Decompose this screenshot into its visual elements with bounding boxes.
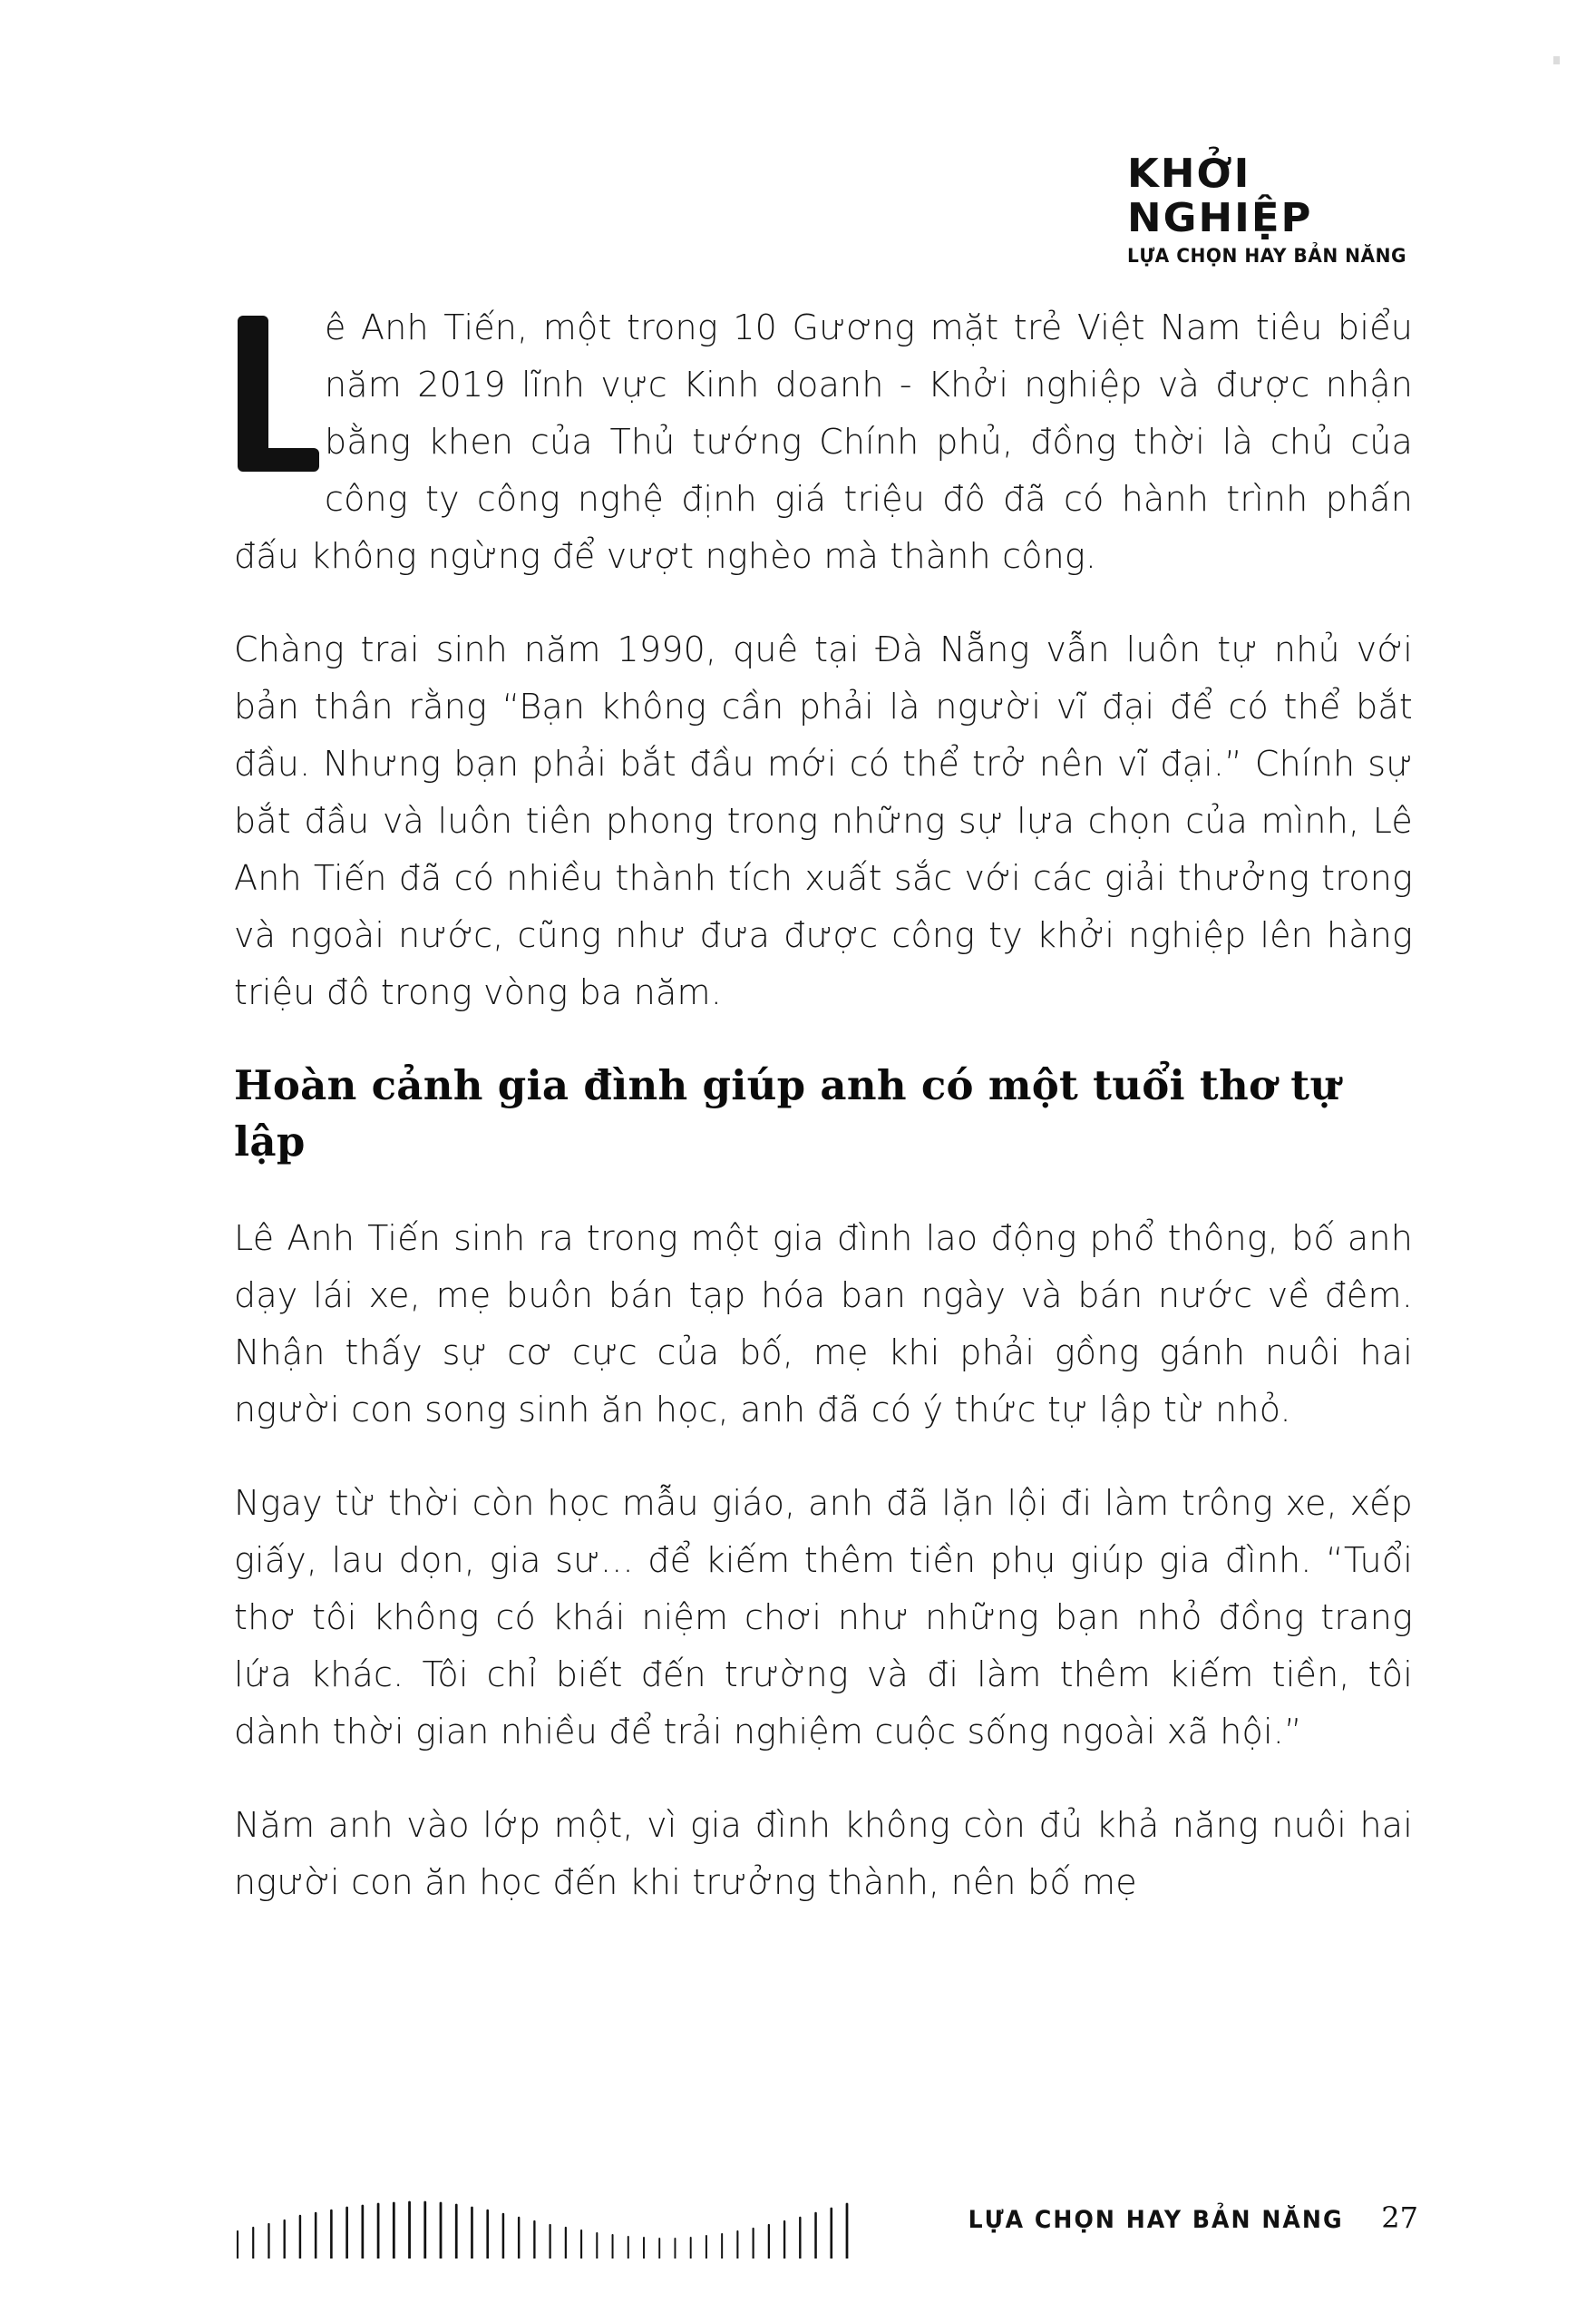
- footer-right-group: [954, 2199, 1418, 2235]
- paragraph-3: Lê Anh Tiến sinh ra trong một gia đình lao động phổ thông, bố anh dạy lái xe, mẹ buôn bán tạp hóa ban ngày và bán nước về đêm. Nhận thấy sự cơ cực của bố, mẹ khi phải gồng gánh nuôi hai người con song sinh ăn học, anh đã có ý thức tự lập từ nhỏ.: [234, 1218, 1413, 1429]
- scan-artifact-speck: [1553, 56, 1560, 64]
- drop-cap-letter-l: [234, 308, 321, 472]
- masthead-line-1: KHỞI: [1127, 151, 1251, 197]
- text-column: [234, 299, 1413, 1911]
- footer-book-title: LỰA CHỌN HAY BẢN NĂNG: [968, 2206, 1344, 2234]
- masthead-line-2: NGHIỆP: [1127, 195, 1313, 241]
- decorative-tick-rule: [234, 2199, 851, 2259]
- page-number: 27: [1381, 2200, 1418, 2235]
- section-heading: Hoàn cảnh gia đình giúp anh có một tuổi thơ tự lập: [234, 1061, 1340, 1166]
- paragraph-lead-text: ê Anh Tiến, một trong 10 Gương mặt trẻ Việt Nam tiêu biểu năm 2019 lĩnh vực Kinh doanh - Khởi nghiệp và được nhận bằng khen của Thủ tướng Chính phủ, đồng thời là chủ của công ty công nghệ định giá triệu đô đã có hành trình phấn đấu không ngừng để vượt nghèo mà thành công.: [234, 307, 1413, 576]
- paragraph-lead: [234, 299, 1413, 585]
- masthead-subtitle: LỰA CHỌN HAY BẢN NĂNG: [1127, 245, 1407, 267]
- paragraph-5: Năm anh vào lớp một, vì gia đình không còn đủ khả năng nuôi hai người con ăn học đến khi trưởng thành, nên bố mẹ: [234, 1805, 1413, 1902]
- paragraph-4: Ngay từ thời còn học mẫu giáo, anh đã lặn lội đi làm trông xe, xếp giấy, lau dọn, gia sư... để kiếm thêm tiền phụ giúp gia đình. “Tuổi thơ tôi không có khái niệm chơi như những bạn nhỏ đồng trang lứa khác. Tôi chỉ biết đến trường và đi làm thêm kiếm tiền, tôi dành thời gian nhiều để trải nghiệm cuộc sống ngoài xã hội.”: [234, 1483, 1413, 1751]
- page-footer: [234, 2199, 1418, 2269]
- masthead-logo: [1127, 152, 1418, 268]
- paragraph-2: Chàng trai sinh năm 1990, quê tại Đà Nẵng vẫn luôn tự nhủ với bản thân rằng “Bạn không cần phải là người vĩ đại để có thể bắt đầu. Nhưng bạn phải bắt đầu mới có thể trở nên vĩ đại.” Chính sự bắt đầu và luôn tiên phong trong những sự lựa chọn của mình, Lê Anh Tiến đã có nhiều thành tích xuất sắc với các giải thưởng trong và ngoài nước, cũng như đưa được công ty khởi nghiệp lên hàng triệu đô trong vòng ba năm.: [234, 629, 1413, 1012]
